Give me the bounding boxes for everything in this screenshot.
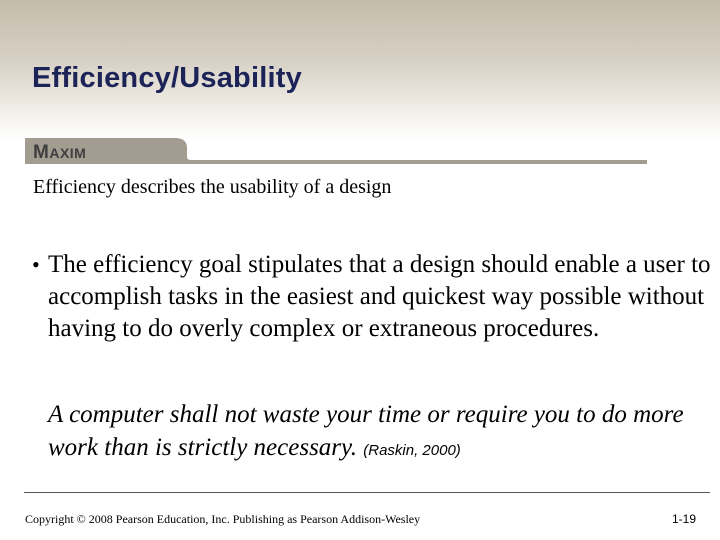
slide-title: Efficiency/Usability [32, 62, 302, 94]
page-number: 1-19 [672, 512, 697, 526]
quote-block [48, 398, 718, 467]
maxim-label: MAXIM [33, 142, 87, 163]
maxim-bar [25, 138, 647, 164]
footer-divider [24, 492, 710, 493]
bullet-dot: • [32, 252, 40, 277]
maxim-text: Efficiency describes the usability of a design [33, 176, 392, 198]
quote-citation: (Raskin, 2000) [363, 442, 461, 459]
maxim-tab-shape [25, 138, 647, 164]
bullet-item [32, 249, 712, 345]
bullet-text: The efficiency goal stipulates that a design should enable a user to accomplish tasks in the easiest and quickest way possible without having to do overly complex or extraneous procedures. [48, 251, 711, 342]
quote-text: A computer shall not waste your time or require you to do more work than is strictly necessary. [48, 401, 684, 461]
footer-copyright: Copyright © 2008 Pearson Education, Inc. Publishing as Pearson Addison-Wesley [25, 512, 421, 526]
